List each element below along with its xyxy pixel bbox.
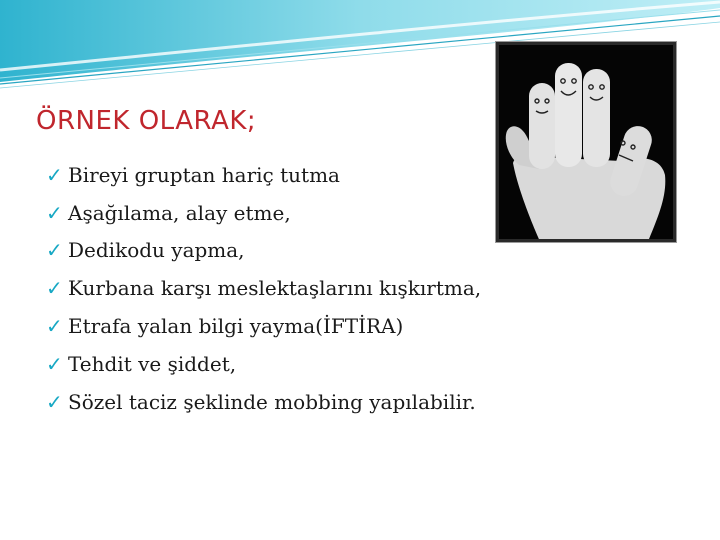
list-item: ✓ Kurbana karşı meslektaşlarını kışkırtma, — [46, 276, 482, 301]
check-icon: ✓ — [46, 389, 63, 414]
list-item: ✓ Etrafa yalan bilgi yayma(İFTİRA) — [46, 314, 404, 339]
list-item: ✓ Aşağılama, alay etme, — [46, 200, 291, 225]
check-icon: ✓ — [46, 162, 63, 187]
hand-illustration — [499, 45, 673, 239]
check-icon: ✓ — [46, 314, 63, 339]
list-item: ✓ Sözel taciz şeklinde mobbing yapılabilir. — [46, 389, 476, 414]
list-item: ✓ Dedikodu yapma, — [46, 238, 245, 263]
finger-faces-photo — [496, 42, 676, 242]
check-icon: ✓ — [46, 351, 63, 376]
check-icon: ✓ — [46, 276, 63, 301]
list-item: ✓ Bireyi gruptan hariç tutma — [46, 162, 340, 187]
check-icon: ✓ — [46, 200, 63, 225]
slide-title: ÖRNEK OLARAK; — [36, 106, 257, 136]
list-item: ✓ Tehdit ve şiddet, — [46, 351, 237, 376]
bullet-list — [46, 156, 481, 421]
check-icon: ✓ — [46, 238, 63, 263]
